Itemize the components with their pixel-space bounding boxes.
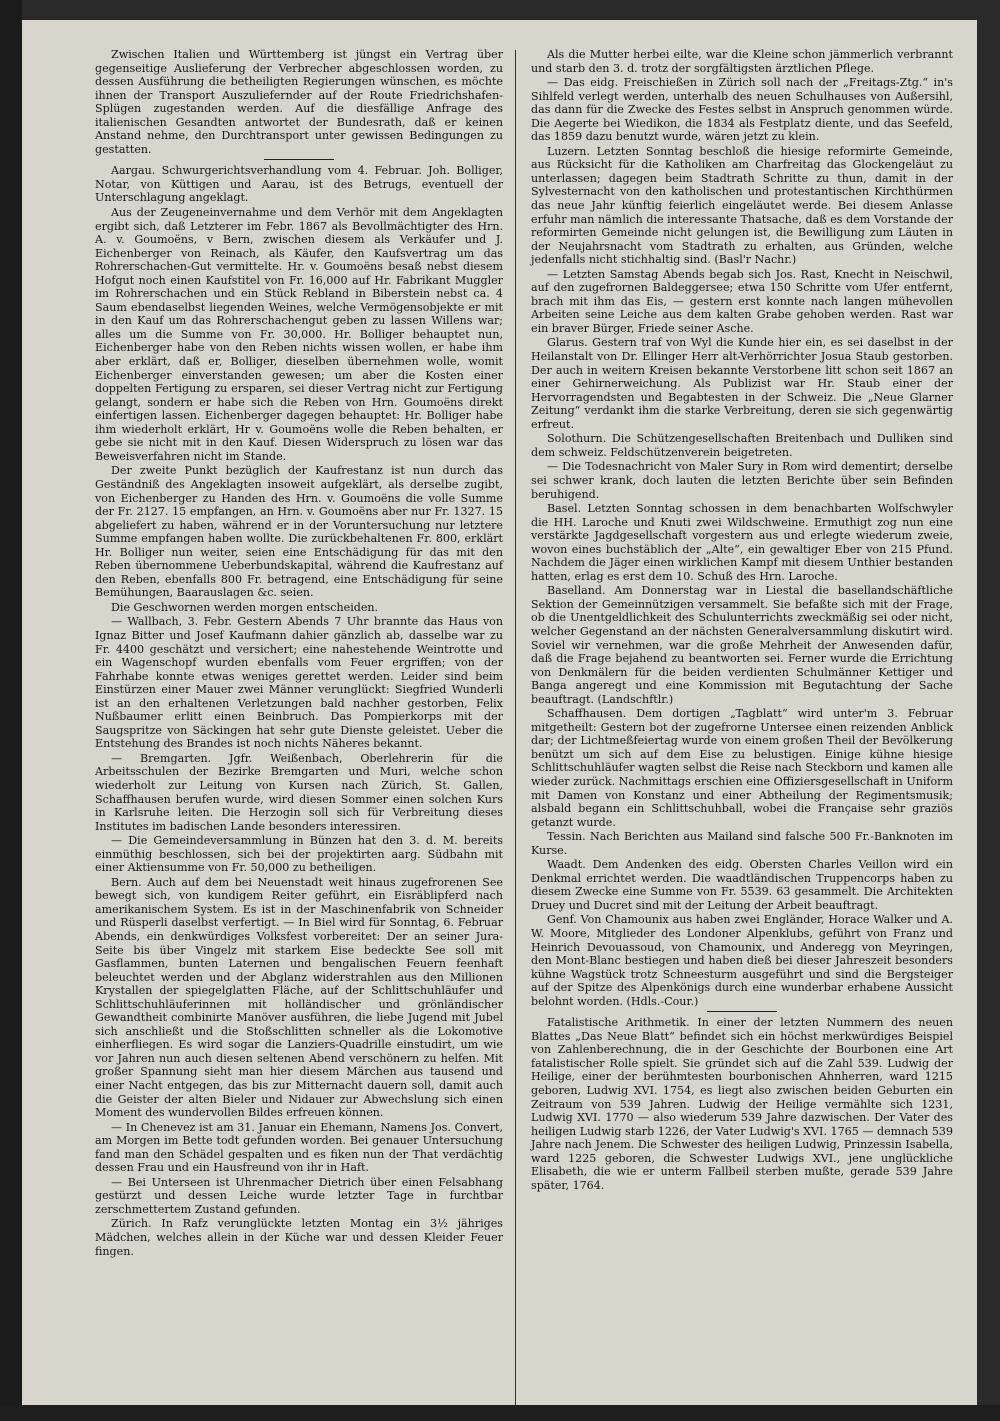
article-paragraph: Als die Mutter herbei eilte, war die Kleine schon jämmerlich verbrannt und starb den 3. d. trotz der sorgfältigsten ärztlichen Pflege. <box>531 48 953 75</box>
article-paragraph: Fatalistische Arithmetik. In einer der letzten Nummern des neuen Blattes „Das Neue Blatt“ befindet sich ein höchst merkwürdiges Beispiel von Zahlenberechnung, die in der Geschichte der Bourbonen eine Art fatalistischer Rolle spielt. Sie gründet sich auf die Zahl 539. Ludwig der Heilige, einer der berühmtesten bourbonischen Ahnherren, ward 1215 geboren, Ludwig XVI. 1754, es liegt also zwischen beiden Geburten ein Zeitraum von 539 Jahren. Ludwig der Heilige vermählte sich 1231, Ludwig XVI. 1770 — also wiederum 539 Jahre dazwischen. Der Vater des heiligen Ludwig starb 1226, der Vater Ludwig's XVI. 1765 — demnach 539 Jahre nach Jenem. Die Schwester des heiligen Ludwig, Prinzessin Isabella, ward 1225 geboren, die Schwester Ludwigs XVI., jene unglückliche Elisabeth, die wie er unterm Fallbeil sterben mußte, gerade 539 Jahre später, 1764. <box>531 1016 953 1192</box>
article-paragraph: Die Geschwornen werden morgen entscheiden. <box>111 600 379 614</box>
article-paragraph: Solothurn. Die Schützengesellschaften Breitenbach und Dulliken sind dem schweiz. Feldschützenverein beigetreten. <box>531 432 953 459</box>
newspaper-page <box>22 20 977 1405</box>
article-paragraph: — Bremgarten. Jgfr. Weißenbach, Oberlehrerin für die Arbeitsschulen der Bezirke Bremgarten und Muri, welche schon wiederholt zur Leitung von Kursen nach Zürich, St. Gallen, Schaffhausen berufen wurde, wird diesen Sommer einen solchen Kurs in Karlsruhe leiten. Die Herzogin soll sich für Verbreitung dieses Institutes im badischen Lande besonders interessiren. <box>95 751 503 833</box>
article-paragraph: Zwischen Italien und Württemberg ist jüngst ein Vertrag über gegenseitige Auslieferung der Verbrecher abgeschlossen worden, zu dessen Ausführung die betheiligten Regierungen wünschen, es möchte ihnen der Transport Auszuliefernder auf der Route Friedrichshafen-Splügen zugestanden werden. Auf die diesfällige Anfrage des italienischen Gesandten antwortet der Bundesrath, daß er keinen Anstand nehme, den Durchtransport unter gewissen Bedingungen zu gestatten. <box>95 48 503 156</box>
right-column <box>531 48 953 1193</box>
article-paragraph: Schaffhausen. Dem dortigen „Tagblatt“ wird unter'm 3. Februar mitgetheilt: Gestern bot der zugefrorne Untersee einen reizenden Anblick dar; der Lichtmeßfeiertag wurde von einem großen Theil der Bevölkerung benützt um sich auf dem Eise zu belustigen. Einige kühne hiesige Schlittschuhläufer wagten selbst die Reise nach Steckborn und kamen alle wieder zurück. Nachmittags erschien eine Offiziersgesellschaft in Uniform mit Damen von Konstanz und einer Abtheilung der Regimentsmusik; alsbald begann ein Schlittschuhball, wobei die Française sehr graziös getanzt wurde. <box>531 707 953 829</box>
scan-border-left <box>0 0 22 1421</box>
article-paragraph: Zürich. In Rafz verunglückte letzten Montag ein 3½ jähriges Mädchen, welches allein in der Küche war und dessen Kleider Feuer fingen. <box>95 1217 503 1258</box>
article-paragraph: — Die Gemeindeversammlung in Bünzen hat den 3. d. M. bereits einmüthig beschlossen, sich bei der projektirten aarg. Südbahn mit einer Aktiensumme von Fr. 50,000 zu betheiligen. <box>95 834 503 875</box>
article-paragraph: — Die Todesnachricht von Maler Sury in Rom wird dementirt; derselbe sei schwer krank, doch lauten die letzten Berichte über sein Befinden beruhigend. <box>531 460 953 501</box>
article-paragraph: Waadt. Dem Andenken des eidg. Obersten Charles Veillon wird ein Denkmal errichtet werden. Die waadtländischen Truppencorps haben zu diesem Zwecke eine Summe von Fr. 5539. 63 gesammelt. Die Architekten Druey und Ducret sind mit der Leitung der Arbeit beauftragt. <box>531 858 953 912</box>
article-paragraph: Luzern. Letzten Sonntag beschloß die hiesige reformirte Gemeinde, aus Rücksicht für die Katholiken am Charfreitag das Glockengeläut zu unterlassen; dagegen beim Stadtrath Schritte zu thun, damit in der Sylvesternacht von den katholischen und protestantischen Kirchthürmen das neue Jahr künftig feierlich eingeläutet werde. Bei diesem Anlasse erfuhr man nämlich die interessante Thatsache, daß es dem Vorstande der reformirten Gemeinde nicht gelungen ist, die Bewilligung zum Läuten in der Neujahrsnacht vom Stadtrath zu erhalten, aus Gründen, welche jedenfalls nicht stichhaltig sind. (Basl'r Nachr.) <box>531 144 953 267</box>
section-separator <box>707 1011 777 1012</box>
article-paragraph: — Wallbach, 3. Febr. Gestern Abends 7 Uhr brannte das Haus von Ignaz Bitter und Josef Kaufmann dahier gänzlich ab, dasselbe war zu Fr. 4400 geschätzt und versichert; eine nahestehende Weintrotte und ein Wagenschopf wurden ebenfalls vom Feuer ergriffen; von der Fahrhabe konnte etwas weniges gerettet werden. Leider sind beim Einstürzen einer Mauer zwei Männer verunglückt: Siegfried Wunderli ist an den erhaltenen Verletzungen bald nachher gestorben, Felix Nußbaumer erlitt einen Beinbruch. Das Pompierkorps mit der Saugspritze von Säckingen hat sehr gute Dienste geleistet. Ueber die Entstehung des Brandes ist noch nichts Näheres bekannt. <box>95 615 503 751</box>
article-paragraph: Baselland. Am Donnerstag war in Liestal die basellandschäftliche Sektion der Gemeinnützigen versammelt. Sie befaßte sich mit der Frage, ob die Unentgeldlichkeit des Schulunterrichts zweckmäßig sei oder nicht, welcher Gegenstand an der nächsten Generalversammlung diskutirt wird. Soviel wir vernehmen, war die große Mehrheit der Anwesenden dafür, daß die Frage bejahend zu beantworten sei. Ferner wurde die Errichtung von Denkmälern für die beiden verdienten Schulmänner Kettiger und Banga angeregt und eine Kommission mit Begutachtung der Sache beauftragt. (Landschftlr.) <box>531 584 953 706</box>
article-paragraph: Aus der Zeugeneinvernahme und dem Verhör mit dem Angeklagten ergibt sich, daß Letzterer im Febr. 1867 als Bevollmächtigter des Hrn. A. v. Goumoëns, v Bern, zwischen diesem als Verkäufer und J. Eichenberger von Reinach, als Käufer, den Kaufsvertrag um das Rohrerschachen-Gut vermittelte. Hr. v. Goumoëns besaß nebst diesem Hofgut noch einen Kaufstitel von Fr. 16,000 auf Hr. Fabrikant Muggler im Rohrerschachen und ein Stück Rebland in Biberstein nebst ca. 4 Saum ebendaselbst liegenden Weines, welche Vermögensobjekte er mit in den Kauf um das Rohrerschachengut geben zu lassen Willens war; alles um die Summe von Fr. 30,000. Hr. Bolliger behauptet nun, Eichenberger habe von den Reben nichts wissen wollen, er habe ihm aber erklärt, daß er, Bolliger, dieselben übernehmen wolle, womit Eichenberger einverstanden gewesen; um aber die Kosten einer doppelten Fertigung zu ersparen, sei dieser Vertrag nicht zur Fertigung gelangt, sondern er habe sich die Reben von Hrn. Goumoëns direkt einfertigen lassen. Eichenberger dagegen behauptet: Hr. Bolliger habe ihm wiederholt erklärt, Hr v. Goumoëns wolle die Reben behalten, er gebe sie nicht mit in den Kauf. Diesen Widerspruch zu lösen war das Beweisverfahren nicht im Stande. <box>95 206 503 463</box>
article-paragraph: — Das eidg. Freischießen in Zürich soll nach der „Freitags-Ztg.“ in's Sihlfeld verlegt werden, unterhalb des neuen Schulhauses von Außersihl, das dann für die Zwecke des Festes selbst in Anspruch genommen würde. Die Aegerte bei Wiedikon, die 1834 als Festplatz diente, und das Seefeld, das 1859 dazu benutzt wurde, wären jetzt zu klein. <box>531 76 953 144</box>
column-rule <box>515 50 516 1405</box>
section-separator <box>264 159 334 160</box>
left-column <box>95 48 503 1259</box>
article-paragraph: — In Chenevez ist am 31. Januar ein Ehemann, Namens Jos. Convert, am Morgen im Bette todt gefunden worden. Bei genauer Untersuchung fand man den Schädel gespalten und es fiken nun der That verdächtig dessen Frau und ein Hausfreund von ihr in Haft. <box>95 1120 503 1175</box>
scan-border-bottom <box>0 1405 1000 1421</box>
article-paragraph: — Bei Unterseen ist Uhrenmacher Dietrich über einen Felsabhang gestürzt und dessen Leiche wurde letzter Tage in furchtbar zerschmettertem Zustand gefunden. <box>95 1175 503 1216</box>
article-paragraph: Aargau. Schwurgerichtsverhandlung vom 4. Februar. Joh. Bolliger, Notar, von Küttigen und Aarau, ist des Betrugs, eventuell der Unterschlagung angeklagt. <box>95 164 503 205</box>
article-paragraph: Der zweite Punkt bezüglich der Kaufrestanz ist nun durch das Geständniß des Angeklagten insoweit aufgeklärt, als derselbe zugibt, von Eichenberger zu Handen des Hrn. v. Goumoëns die volle Summe der Fr. 2127. 15 empfangen, an Hrn. v. Goumoëns aber nur Fr. 1327. 15 abgeliefert zu haben, während er in der Voruntersuchung nur letztere Summe empfangen haben wollte. Die zurückbehaltenen Fr. 800, erklärt Hr. Bolliger nun weiter, seien eine Entschädigung für das mit den Reben übernommene Ueberbundskapital, während die Kaufrestanz auf den Reben, ebenfalls 800 Fr. betragend, eine Entschädigung für seine Bemühungen, Baarauslagen &c. seien. <box>95 464 503 600</box>
article-paragraph: Bern. Auch auf dem bei Neuenstadt weit hinaus zugefrorenen See bewegt sich, von kundigem Reiter geführt, ein Eisräblipferd nach amerikanischem System. Es ist in der Maschinenfabrik von Schneider und Rüsperli daselbst verfertigt. — In Biel wird für Sonntag, 6. Februar Abends, ein denkwürdiges Volksfest vorbereitet: Der an seiner Jura-Seite bis über Vingelz mit starkem Eise bedeckte See soll mit Gasflammen, bunten Laternen und bengalischen Feuern feenhaft beleuchtet werden und der Abglanz widerstrahlen aus den Millionen Krystallen der spiegelglatten Fläche, auf der Schlittschuhläufer und Schlittschuhläuferinnen mit holländischer und grönländischer Gewandtheit combinirte Manöver ausführen, die liebe Jugend mit Jubel sich anschließt und die Stoßschlitten schneller als die Lokomotive einherfliegen. Es wird sogar die Lanziers-Quadrille einstudirt, um wie vor Jahren nun auch diesen seltenen Abend verschönern zu helfen. Mit großer Spannung sieht man hier diesem Märchen aus tausend und einer Nacht entgegen, das bis zur Mitternacht dauern soll, damit auch die Geister der alten Bieler und Nidauer zur Abwechslung sich einen Moment des wundervollen Bildes erfreuen können. <box>95 875 503 1120</box>
article-paragraph: — Letzten Samstag Abends begab sich Jos. Rast, Knecht in Neischwil, auf den zugefrornen Baldeggersee; etwa 150 Schritte vom Ufer entfernt, brach mit ihm das Eis, — gestern erst konnte nach langen mühevollen Arbeiten seine Leiche aus dem kalten Grabe gehoben werden. Rast war ein braver Bürger, Friede seiner Asche. <box>531 267 953 335</box>
article-paragraph: Glarus. Gestern traf von Wyl die Kunde hier ein, es sei daselbst in der Heilanstalt von Dr. Ellinger Herr alt-Verhörrichter Josua Staub gestorben. Der auch in weitern Kreisen bekannte Verstorbene litt schon seit 1867 an einer Gehirnerweichung. Als Publizist war Hr. Staub einer der Hervorragendsten und Begabtesten in der Schweiz. Die „Neue Glarner Zeitung“ verdankt ihm die starke Verbreitung, deren sie sich gegenwärtig erfreut. <box>531 336 953 431</box>
article-paragraph: Tessin. Nach Berichten aus Mailand sind falsche 500 Fr.-Banknoten im Kurse. <box>531 830 953 857</box>
article-paragraph: Genf. Von Chamounix aus haben zwei Engländer, Horace Walker und A. W. Moore, Mitglieder des Londoner Alpenklubs, geführt von Franz und Heinrich Devouassoud, von Chamounix, und Anderegg von Meyringen, den Mont-Blanc bestiegen und haben dieß bei dieser Jahreszeit besonders kühne Wagstück trotz Schneesturm ausgeführt und sind die Bergsteiger auf der Spitze des Alpenkönigs durch eine wunderbar erhabene Aussicht belohnt worden. (Hdls.-Cour.) <box>531 913 953 1008</box>
article-paragraph: Basel. Letzten Sonntag schossen in dem benachbarten Wolfschwyler die HH. Laroche und Knuti zwei Wildschweine. Ermuthigt zog nun eine verstärkte Jagdgesellschaft vorgestern aus und erlegte wiederum zweie, wovon eines buchstäblich der „Alte“, ein gewaltiger Eber von 215 Pfund. Nachdem die Jäger einen wirklichen Kampf mit diesem Unthier bestanden hatten, erlag es erst dem 10. Schuß des Hrn. Laroche. <box>531 502 953 583</box>
